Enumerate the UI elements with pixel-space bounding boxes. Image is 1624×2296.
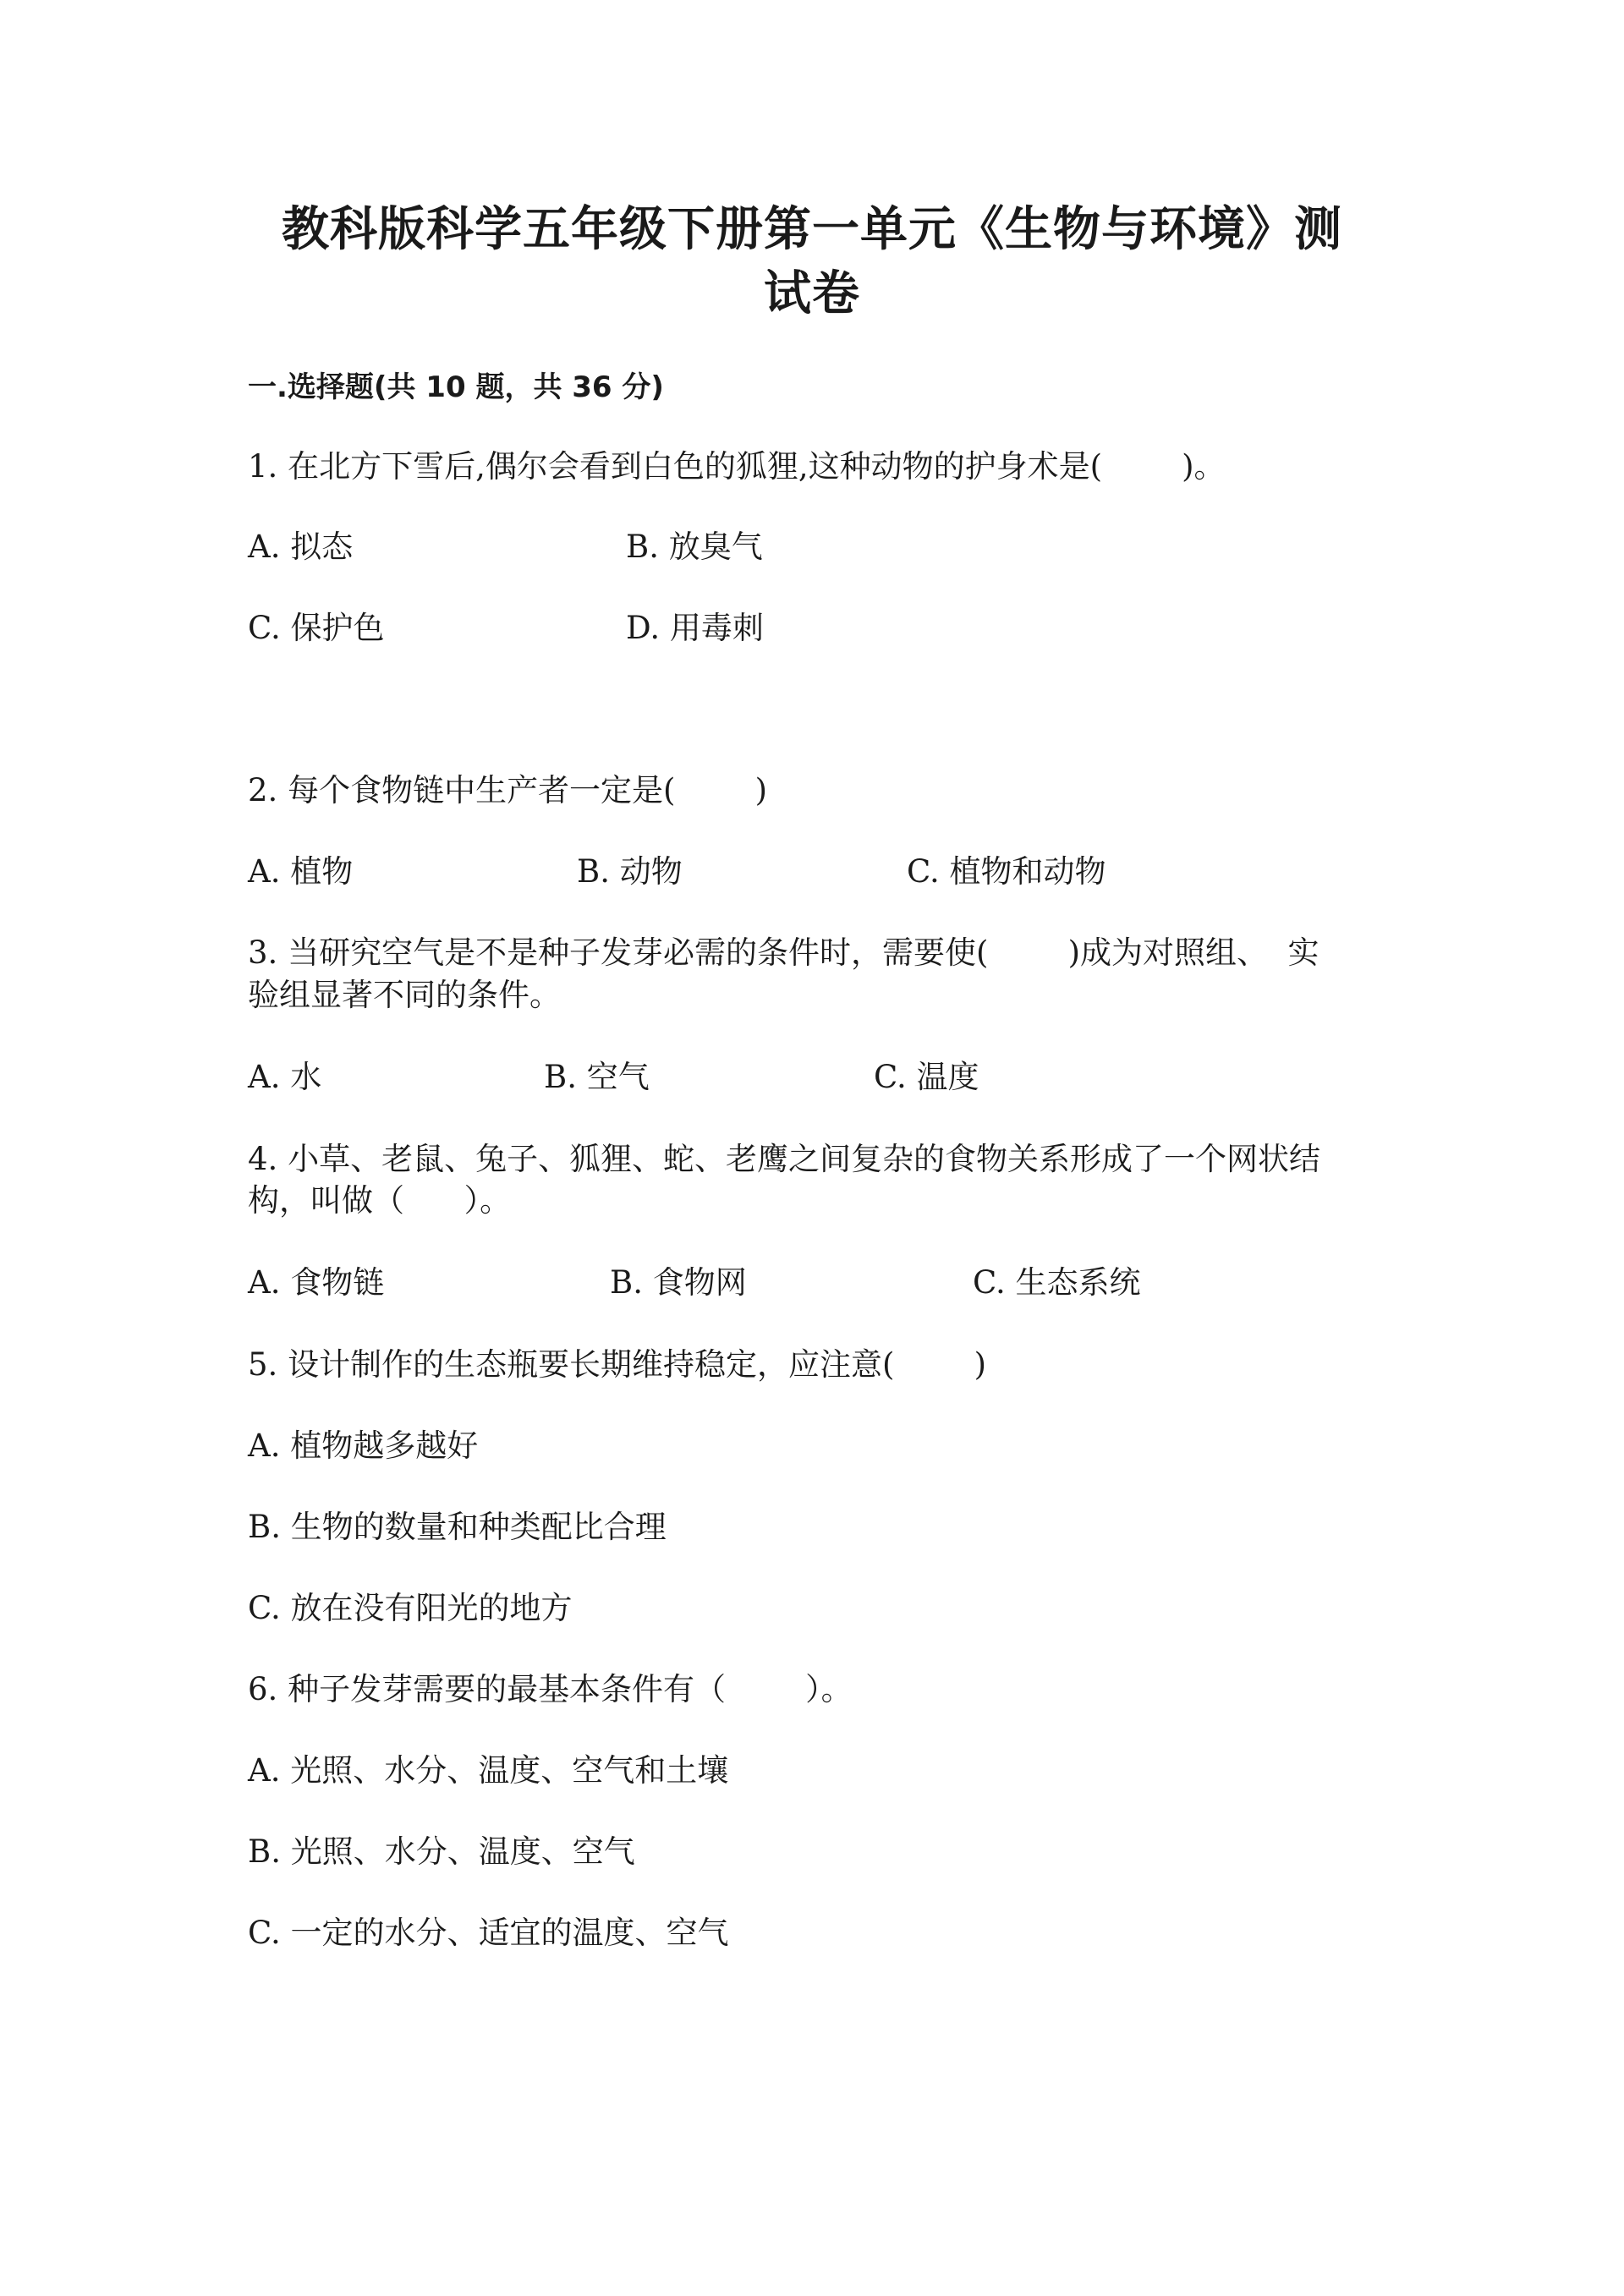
- question-3-stem-line-1: 3. 当研究空气是不是种子发芽必需的条件时，需要使( )成为对照组、 实: [248, 934, 1320, 971]
- question-6-stem: 6. 种子发芽需要的最基本条件有（ ）。: [248, 1671, 853, 1707]
- question-6-option-b: B. 光照、水分、温度、空气: [248, 1833, 635, 1870]
- question-3-option-b: B. 空气: [544, 1059, 650, 1095]
- question-6-option-c: C. 一定的水分、适宜的温度、空气: [248, 1915, 729, 1951]
- question-2-option-b: B. 动物: [577, 853, 683, 890]
- question-2-option-c: C. 植物和动物: [907, 853, 1106, 890]
- question-5-option-c: C. 放在没有阳光的地方: [248, 1590, 573, 1626]
- question-1-stem: 1. 在北方下雪后,偶尔会看到白色的狐狸,这种动物的护身术是( )。: [248, 448, 1226, 485]
- question-3-option-a: A. 水: [248, 1059, 322, 1095]
- document-title-line-1: 教科版科学五年级下册第一单元《生物与环境》测: [282, 202, 1342, 257]
- question-2-option-a: A. 植物: [248, 853, 354, 890]
- question-1-option-d: D. 用毒刺: [626, 610, 764, 646]
- question-4-option-c: C. 生态系统: [973, 1264, 1141, 1301]
- question-3-option-c: C. 温度: [874, 1059, 979, 1095]
- question-4-stem-line-2: 构，叫做（ ）。: [248, 1182, 512, 1219]
- question-5-option-b: B. 生物的数量和种类配比合理: [248, 1509, 667, 1545]
- question-3-stem-line-2: 验组显著不同的条件。: [248, 977, 561, 1013]
- question-5-stem: 5. 设计制作的生态瓶要长期维持稳定，应注意( ): [248, 1346, 987, 1383]
- question-4-option-b: B. 食物网: [610, 1264, 747, 1301]
- question-4-stem-line-1: 4. 小草、老鼠、兔子、狐狸、蛇、老鹰之间复杂的食物关系形成了一个网状结: [248, 1141, 1321, 1177]
- question-5-option-a: A. 植物越多越好: [248, 1427, 479, 1464]
- document-title-line-2: 试卷: [764, 266, 860, 321]
- question-6-option-a: A. 光照、水分、温度、空气和土壤: [248, 1752, 729, 1789]
- question-1-option-c: C. 保护色: [248, 610, 385, 646]
- question-1-option-b: B. 放臭气: [626, 529, 763, 565]
- section-heading: 一.选择题(共 10 题，共 36 分): [248, 370, 664, 404]
- question-1-option-a: A. 拟态: [248, 529, 354, 565]
- question-2-stem: 2. 每个食物链中生产者一定是( ): [248, 772, 768, 808]
- question-4-option-a: A. 食物链: [248, 1264, 385, 1301]
